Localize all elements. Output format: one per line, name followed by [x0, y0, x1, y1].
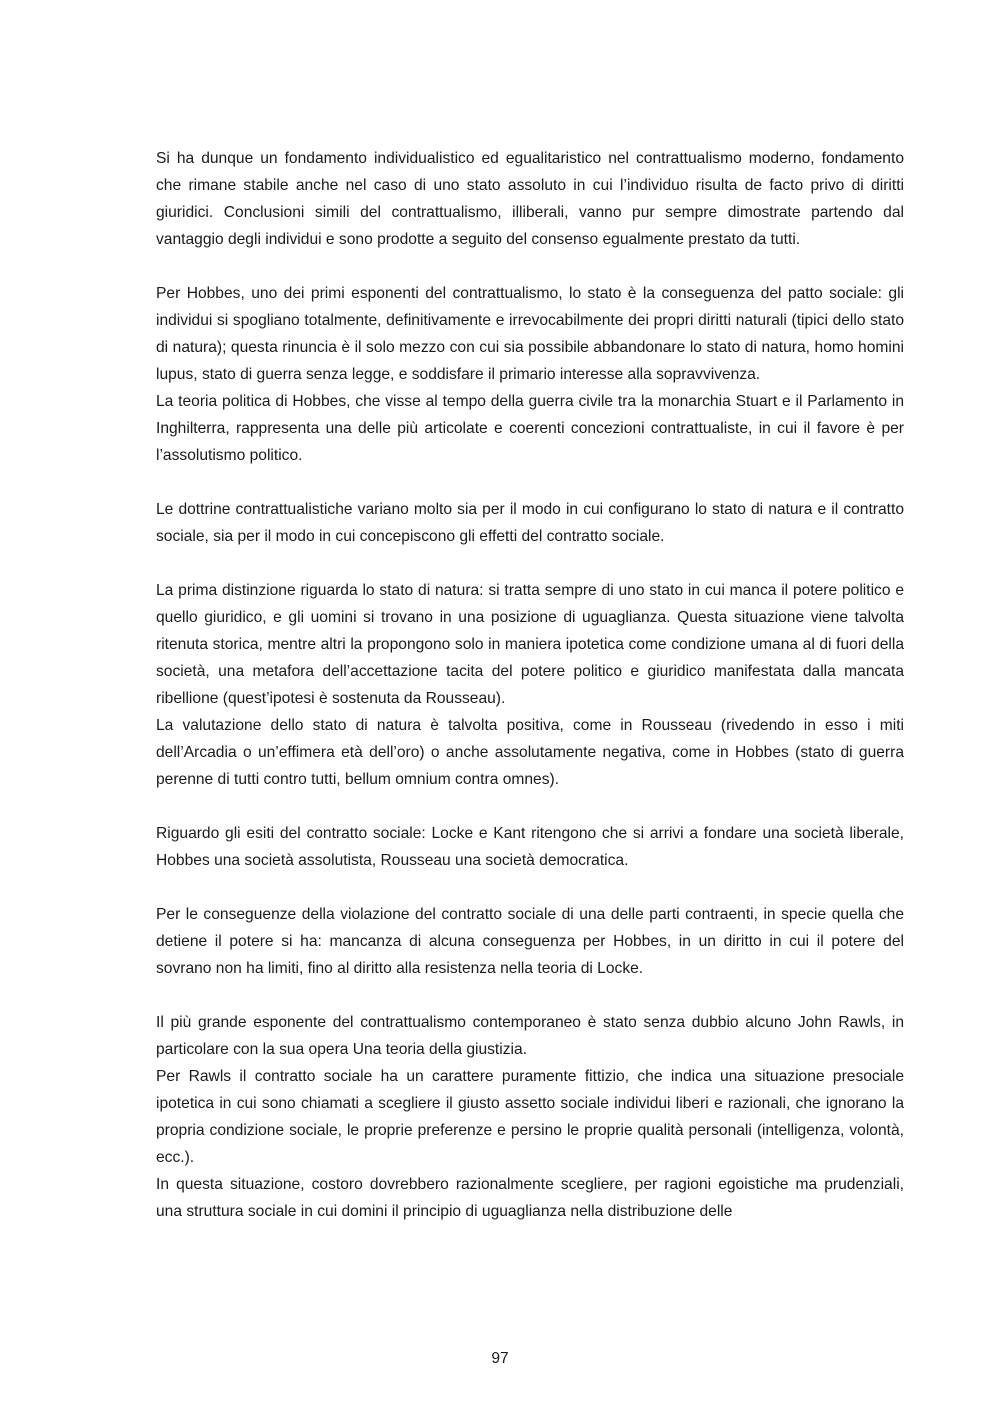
paragraph-state-of-nature-evaluation: La valutazione dello stato di natura è talvolta positiva, come in Rousseau (rivedendo in esso i miti dell’Arcadia o un’effimera età dell’oro) o anche assolutamente negativa, come in Hobbes (stato di guerra perenne di tutti contro tutti, bellum omnium contra omnes). [156, 717, 904, 788]
paragraph-rawls-fictitious-contract: Per Rawls il contratto sociale ha un carattere puramente fittizio, che indica una situazione presociale ipotetica in cui sono chiamati a scegliere il giusto assetto sociale individui liberi e razionali, che ignorano la propria condizione sociale, le proprie preferenze e persino le proprie qualità personali (intelligenza, volontà, ecc.). [156, 1068, 904, 1166]
paragraph-spacer [156, 874, 904, 901]
paragraph-hobbes-social-pact: Per Hobbes, uno dei primi esponenti del contrattualismo, lo stato è la conseguenza del patto sociale: gli individui si spogliano totalmente, definitivamente e irrevocabilmente dei propri diritti naturali (tipici dello stato di natura); questa rinuncia è il solo mezzo con cui sia possibile abbandonare lo stato di natura, homo homini lupus, stato di guerra senza legge, e soddisfare il primario interesse alla sopravvivenza. [156, 285, 904, 383]
paragraph-state-of-nature: La prima distinzione riguarda lo stato di natura: si tratta sempre di uno stato in cui manca il potere politico e quello giuridico, e gli uomini si trovano in una posizione di uguaglianza. Questa situazione viene talvolta ritenuta storica, mentre altri la propongono solo in maniera ipotetica come condizione umana al di fuori della società, una metafora dell’accettazione tacita del potere politico e giuridico manifestata dalla mancata ribellione (quest’ipotesi è sostenuta da Rousseau). [156, 582, 904, 707]
body-text [156, 145, 904, 1225]
paragraph-contract-outcomes: Riguardo gli esiti del contratto sociale: Locke e Kant ritengono che si arrivi a fondare una società liberale, Hobbes una società assolutista, Rousseau una società democratica. [156, 825, 904, 869]
paragraph-contract-violation: Per le conseguenze della violazione del contratto sociale di una delle parti contraenti, in specie quella che detiene il potere si ha: mancanza di alcuna conseguenza per Hobbes, in un diritto in cui il potere del sovrano non ha limiti, fino al diritto alla resistenza nella teoria di Locke. [156, 906, 904, 977]
paragraph-spacer [156, 469, 904, 496]
paragraph-hobbes-political-theory: La teoria politica di Hobbes, che visse al tempo della guerra civile tra la monarchia Stuart e il Parlamento in Inghilterra, rappresenta una delle più articolate e coerenti concezioni contrattualiste, in cui il favore è per l’assolutismo politico. [156, 393, 904, 464]
paragraph-contract-doctrines: Le dottrine contrattualistiche variano molto sia per il modo in cui configurano lo stato di natura e il contratto sociale, sia per il modo in cui concepiscono gli effetti del contratto sociale. [156, 501, 904, 545]
paragraph-rawls-equality-principle: In questa situazione, costoro dovrebbero razionalmente scegliere, per ragioni egoistiche ma prudenziali, una struttura sociale in cui domini il principio di uguaglianza nella distribuzione delle [156, 1176, 904, 1220]
paragraph-rawls-intro: Il più grande esponente del contrattualismo contemporaneo è stato senza dubbio alcuno John Rawls, in particolare con la sua opera Una teoria della giustizia. [156, 1014, 904, 1058]
paragraph-contractualism-foundation: Si ha dunque un fondamento individualistico ed egualitaristico nel contrattualismo moderno, fondamento che rimane stabile anche nel caso di uno stato assoluto in cui l’individuo risulta de facto privo di diritti giuridici. Conclusioni simili del contrattualismo, illiberali, vanno pur sempre dimostrate partendo dal vantaggio degli individui e sono prodotte a seguito del consenso egualmente prestato da tutti. [156, 150, 904, 248]
paragraph-spacer [156, 793, 904, 820]
page-number: 97 [491, 1350, 509, 1367]
paragraph-spacer [156, 982, 904, 1009]
paragraph-spacer [156, 253, 904, 280]
paragraph-spacer [156, 550, 904, 577]
